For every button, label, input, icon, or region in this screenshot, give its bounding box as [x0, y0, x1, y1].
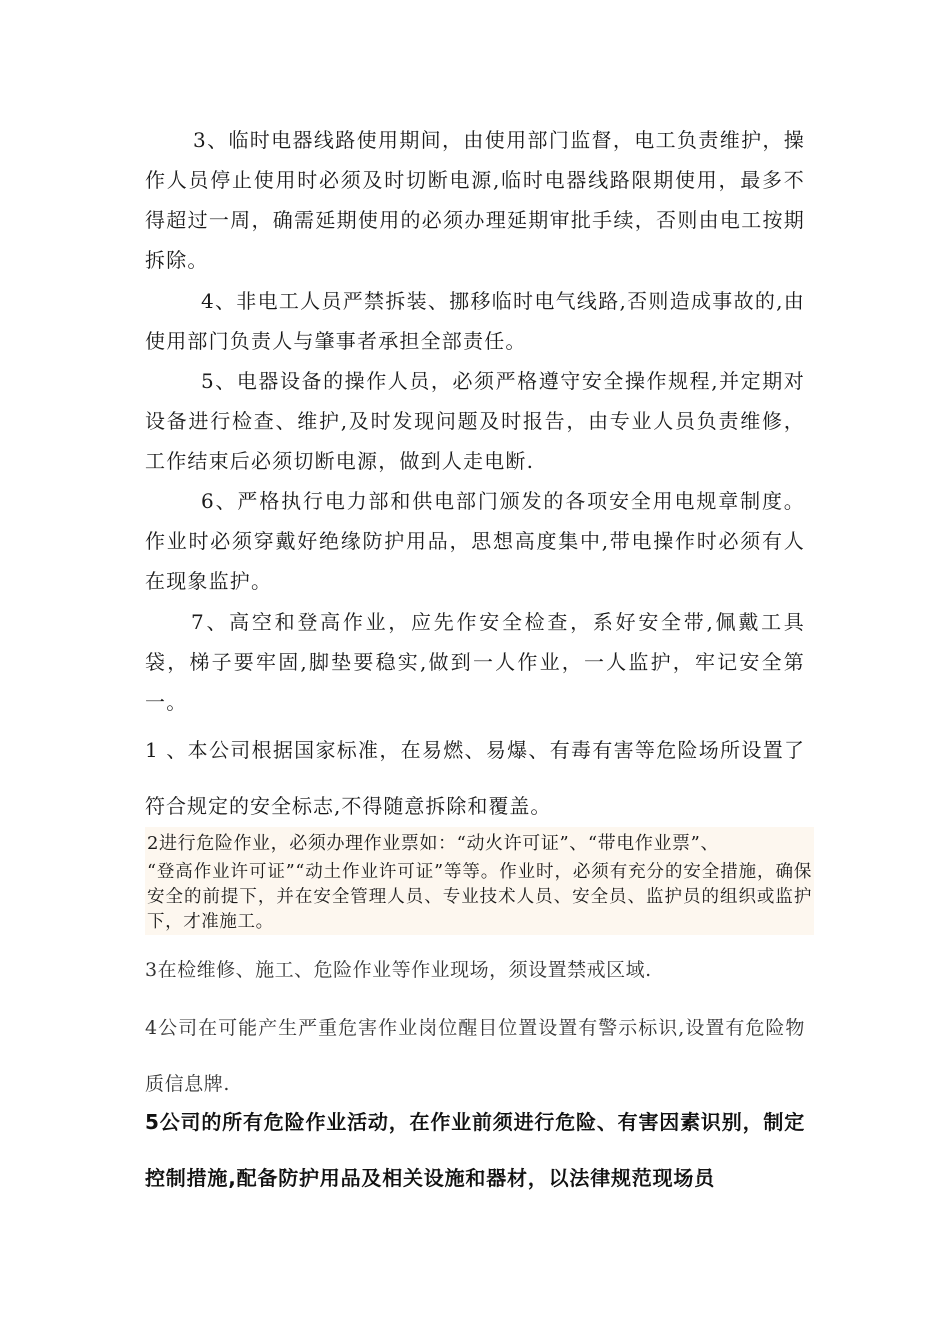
item-2-work-permits	[145, 827, 814, 935]
item-5-hazard-identification: 5公司的所有危险作业活动，在作业前须进行危险、有害因素识别，制定控制措施,配备防护用品及相关设施和器材，以法律规范现场员	[145, 1110, 805, 1190]
item-2-rest: “登高作业许可证”“动土作业许可证”等等。作业时，必须有充分的安全措施，确保安全的前提下，并在安全管理人员、专业技术人员、安全员、监护员的组织或监护下，才准施工。	[147, 862, 812, 932]
item-1-safety-signs: 1 、本公司根据国家标准，在易燃、易爆、有毒有害等危险场所设置了符合规定的安全标志,不得随意拆除和覆盖。	[145, 738, 805, 818]
paragraph-7: 7、高空和登高作业，应先作安全检查，系好安全带,佩戴工具袋，梯子要牢固,脚垫要稳实,做到一人作业，一人监护，牢记安全第一。	[145, 610, 805, 714]
item-3-restricted-area: 3在检维修、施工、危险作业等作业现场，须设置禁戒区域.	[145, 959, 652, 981]
paragraph-4: 4、非电工人员严禁拆装、挪移临时电气线路,否则造成事故的,由使用部门负责人与肇事者承担全部责任。	[145, 289, 805, 353]
item-4-warning-signs: 4公司在可能产生严重危害作业岗位醒目位置设置有警示标识,设置有危险物质信息牌.	[145, 1017, 805, 1095]
paragraph-5: 5、电器设备的操作人员，必须严格遵守安全操作规程,并定期对设备进行检查、维护,及时发现问题及时报告，由专业人员负责维修，工作结束后必须切断电源，做到人走电断.	[145, 369, 805, 473]
paragraph-6: 6、严格执行电力部和供电部门颁发的各项安全用电规章制度。作业时必须穿戴好绝缘防护用品，思想高度集中,带电操作时必须有人在现象监护。	[145, 489, 805, 593]
paragraph-3: 3、临时电器线路使用期间，由使用部门监督，电工负责维护，操作人员停止使用时必须及时切断电源,临时电器线路限期使用，最多不得超过一周，确需延期使用的必须办理延期审批手续，否则由电工按期拆除。	[145, 128, 805, 272]
item-2-first-line: 2进行危险作业，必须办理作业票如：“动火许可证”、“带电作业票”、	[147, 833, 720, 854]
